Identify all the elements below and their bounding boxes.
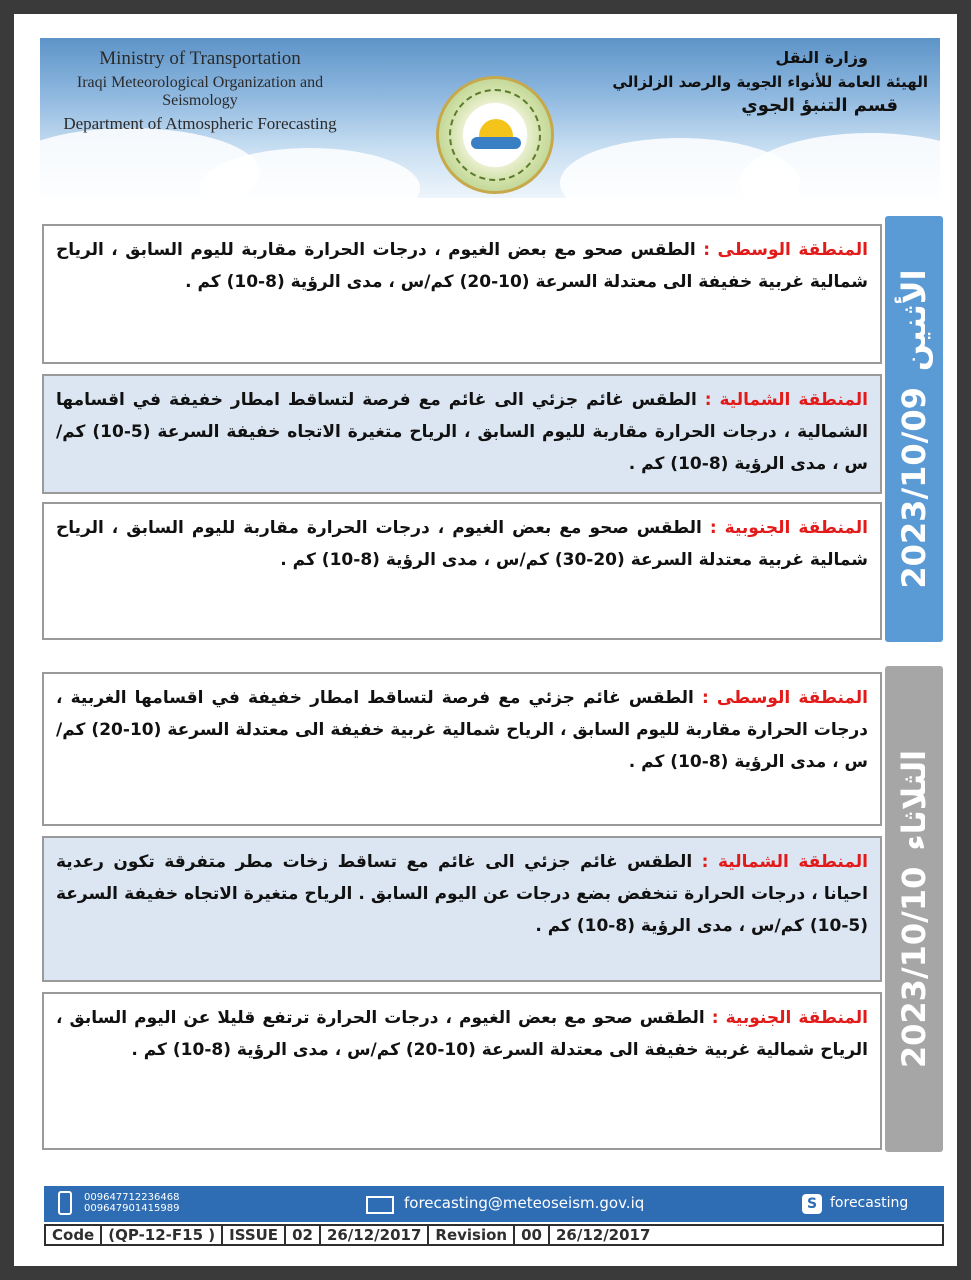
region-name: المنطقة الجنوبية : [711,1008,868,1028]
footer-contact-bar [44,1186,944,1222]
code-value: (QP-12-F15 ) [102,1226,223,1244]
ministry-name-en: Ministry of Transportation [99,48,301,69]
phone-icon [58,1191,72,1215]
organization-name-en: Iraqi Meteorological Organization and Seismology [76,74,324,109]
phone-number: 009647712236468 [84,1192,180,1203]
issue-label: ISSUE [223,1226,286,1244]
day-label [895,269,933,588]
cloud-decoration [740,133,940,198]
forecast-region-north [42,374,882,494]
revision-value: 00 [515,1226,550,1244]
day-date: 2023/10/09 [895,387,933,589]
department-name-ar: قسم التنبؤ الجوي [741,95,898,116]
region-forecast-text: الطقس صحو مع بعض الغيوم ، درجات الحرارة مقاربة لليوم السابق ، الرياح شمالية غربية معتدلة السرعة (20-30) كم/س ، مدى الرؤية (8-10) كم . [56,518,868,570]
region-name: المنطقة الشمالية : [704,390,868,410]
region-name: المنطقة الوسطى : [703,240,869,260]
region-forecast-text: الطقس صحو مع بعض الغيوم ، درجات الحرارة ترتفع قليلا عن اليوم السابق ، الرياح شمالية غربية خفيفة الى معتدلة السرعة (10-20) كم/س ، مدى الرؤية (8-10) كم . [56,1008,868,1060]
day-label [895,750,933,1068]
region-forecast-text: الطقس غائم جزئي الى غائم مع فرصة لتساقط امطار خفيفة في اقسامها الشمالية ، درجات الحرارة مقاربة لليوم السابق ، الرياح متغيرة الاتجاه خفيفة السرعة (5-10) كم/س ، مدى الرؤية (8-10) كم . [56,390,868,474]
region-name: المنطقة الجنوبية : [709,518,869,538]
header-arabic [608,48,928,116]
issue-value: 02 [286,1226,321,1244]
day-label-box [885,666,943,1152]
footer-document-control [44,1224,944,1246]
footer-skype[interactable]: forecasting [830,1195,909,1211]
region-forecast-text: الطقس غائم جزئي الى غائم مع تساقط زخات مطر متفرقة تكون رعدية احيانا ، درجات الحرارة تنخفض بضع درجات عن اليوم السابق . الرياح متغيرة الاتجاه خفيفة السرعة (5-10) كم/س ، مدى الرؤية (8-10) كم . [56,852,868,936]
ministry-name-ar: وزارة النقل [775,48,868,67]
code-label: Code [46,1226,102,1244]
header-banner [40,38,940,198]
revision-label: Revision [429,1226,515,1244]
wave-icon [471,137,521,149]
day-date: 2023/10/10 [895,866,933,1069]
forecast-region-south [42,502,882,640]
department-name-en: Department of Atmospheric Forecasting [63,114,337,133]
phone-number: 009647901415989 [84,1203,180,1214]
region-name: المنطقة الوسطى : [701,688,868,708]
header-english [40,48,360,134]
issue-date: 26/12/2017 [321,1226,429,1244]
forecast-region-central [42,672,882,826]
footer-email[interactable]: forecasting@meteoseism.gov.iq [404,1194,645,1212]
forecast-region-north [42,836,882,982]
mail-icon [366,1196,394,1214]
forecast-region-south [42,992,882,1150]
organization-logo [436,76,554,194]
region-name: المنطقة الشمالية : [701,852,868,872]
region-forecast-text: الطقس صحو مع بعض الغيوم ، درجات الحرارة مقاربة لليوم السابق ، الرياح شمالية غربية خفيفة الى معتدلة السرعة (10-20) كم/س ، مدى الرؤية (8-10) كم . [56,240,868,292]
forecast-region-central [42,224,882,364]
page [14,14,957,1266]
day-name: الأثنين [895,269,933,372]
footer-phones [84,1192,179,1214]
skype-icon: S [802,1194,822,1214]
region-forecast-text: الطقس غائم جزئي مع فرصة لتساقط امطار خفيفة في اقسامها الغربية ، درجات الحرارة مقاربة لليوم السابق ، الرياح شمالية غربية خفيفة الى معتدلة السرعة (10-20) كم/س ، مدى الرؤية (8-10) كم . [56,688,868,772]
day-name: الثلاثاء [895,749,933,851]
organization-name-ar: الهيئة العامة للأنواء الجوية والرصد الزلزالي [612,73,928,91]
day-label-box [885,216,943,642]
revision-date: 26/12/2017 [555,1226,651,1244]
